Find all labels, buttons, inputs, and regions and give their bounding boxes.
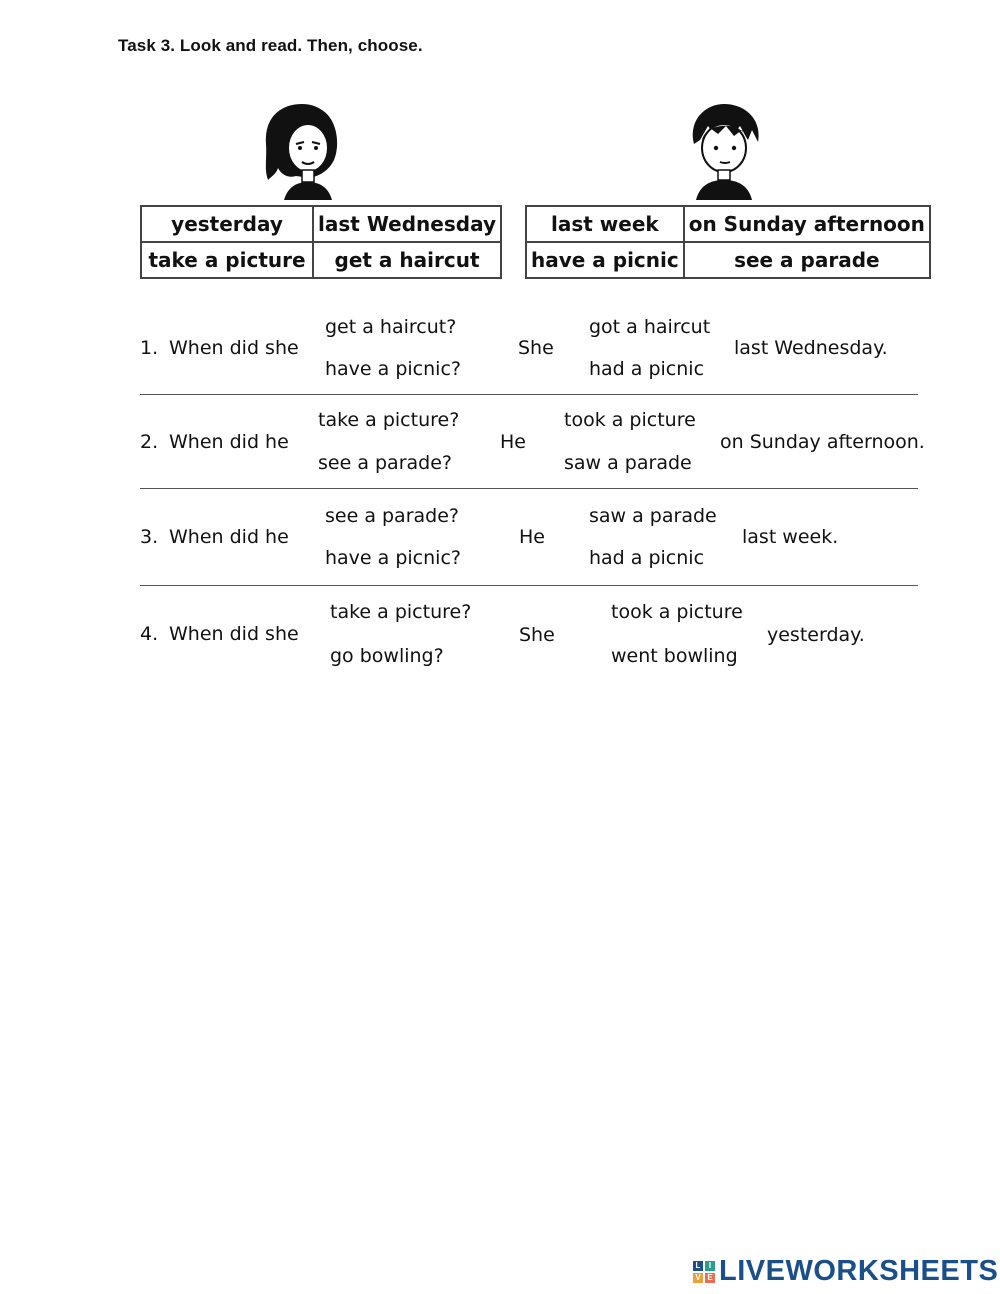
question-row-1 [140, 302, 918, 396]
answer-subject: He [500, 431, 526, 453]
question-stem: When did she [169, 623, 299, 645]
girl-avatar-icon [258, 100, 348, 200]
question-number: 2. [140, 431, 159, 453]
answer-subject: He [519, 526, 545, 548]
question-row-2 [140, 396, 925, 490]
logo-mark-letter: I [705, 1261, 715, 1271]
question-row-4 [140, 588, 918, 682]
table-row [141, 242, 501, 278]
task-title: Task 3. Look and read. Then, choose. [118, 36, 423, 55]
question-stem: When did she [169, 337, 299, 359]
table-cell: last Wednesday [313, 206, 501, 242]
table-cell: last week [526, 206, 684, 242]
answer-time: yesterday. [767, 624, 865, 646]
question-number: 1. [140, 337, 159, 359]
answer-time: last Wednesday. [734, 337, 888, 359]
logo-text: LIVEWORKSHEETS [719, 1255, 999, 1287]
answer-time: on Sunday afternoon. [720, 431, 925, 453]
question-stem: When did he [169, 526, 289, 548]
liveworksheets-logo[interactable] [693, 1255, 998, 1288]
answer-choice[interactable]: took a picture [611, 601, 743, 623]
logo-mark-icon [693, 1261, 715, 1283]
table-cell: on Sunday afternoon [684, 206, 930, 242]
table-cell: yesterday [141, 206, 313, 242]
table-row [141, 206, 501, 242]
answer-choice[interactable]: went bowling [611, 645, 738, 667]
answer-choice[interactable]: got a haircut [589, 316, 711, 338]
table-cell: take a picture [141, 242, 313, 278]
option-choice[interactable]: have a picnic? [325, 547, 461, 569]
option-choice[interactable]: see a parade? [325, 505, 459, 527]
table-cell: have a picnic [526, 242, 684, 278]
option-choice[interactable]: have a picnic? [325, 358, 461, 380]
logo-mark-letter: L [693, 1261, 703, 1271]
divider [140, 394, 918, 395]
question-number: 4. [140, 623, 159, 645]
option-choice[interactable]: get a haircut? [325, 316, 457, 338]
option-choice[interactable]: take a picture? [330, 601, 472, 623]
boy-avatar-icon [682, 100, 766, 200]
question-row-3 [140, 491, 918, 585]
option-choice[interactable]: take a picture? [318, 409, 460, 431]
table-cell: see a parade [684, 242, 930, 278]
logo-mark-letter: V [693, 1273, 703, 1283]
option-choice[interactable]: go bowling? [330, 645, 444, 667]
boy-info-table [525, 205, 931, 279]
question-stem: When did he [169, 431, 289, 453]
girl-info-table [140, 205, 502, 279]
table-row [526, 206, 930, 242]
answer-choice[interactable]: had a picnic [589, 547, 705, 569]
question-number: 3. [140, 526, 159, 548]
answer-time: last week. [742, 526, 839, 548]
answer-subject: She [519, 624, 555, 646]
logo-mark-letter: E [705, 1273, 715, 1283]
answer-choice[interactable]: had a picnic [589, 358, 705, 380]
divider [140, 585, 918, 586]
answer-choice[interactable]: saw a parade [589, 505, 717, 527]
answer-subject: She [518, 337, 554, 359]
table-row [526, 242, 930, 278]
answer-choice[interactable]: took a picture [564, 409, 696, 431]
answer-choice[interactable]: saw a parade [564, 452, 692, 474]
table-cell: get a haircut [313, 242, 501, 278]
option-choice[interactable]: see a parade? [318, 452, 452, 474]
divider [140, 488, 918, 489]
